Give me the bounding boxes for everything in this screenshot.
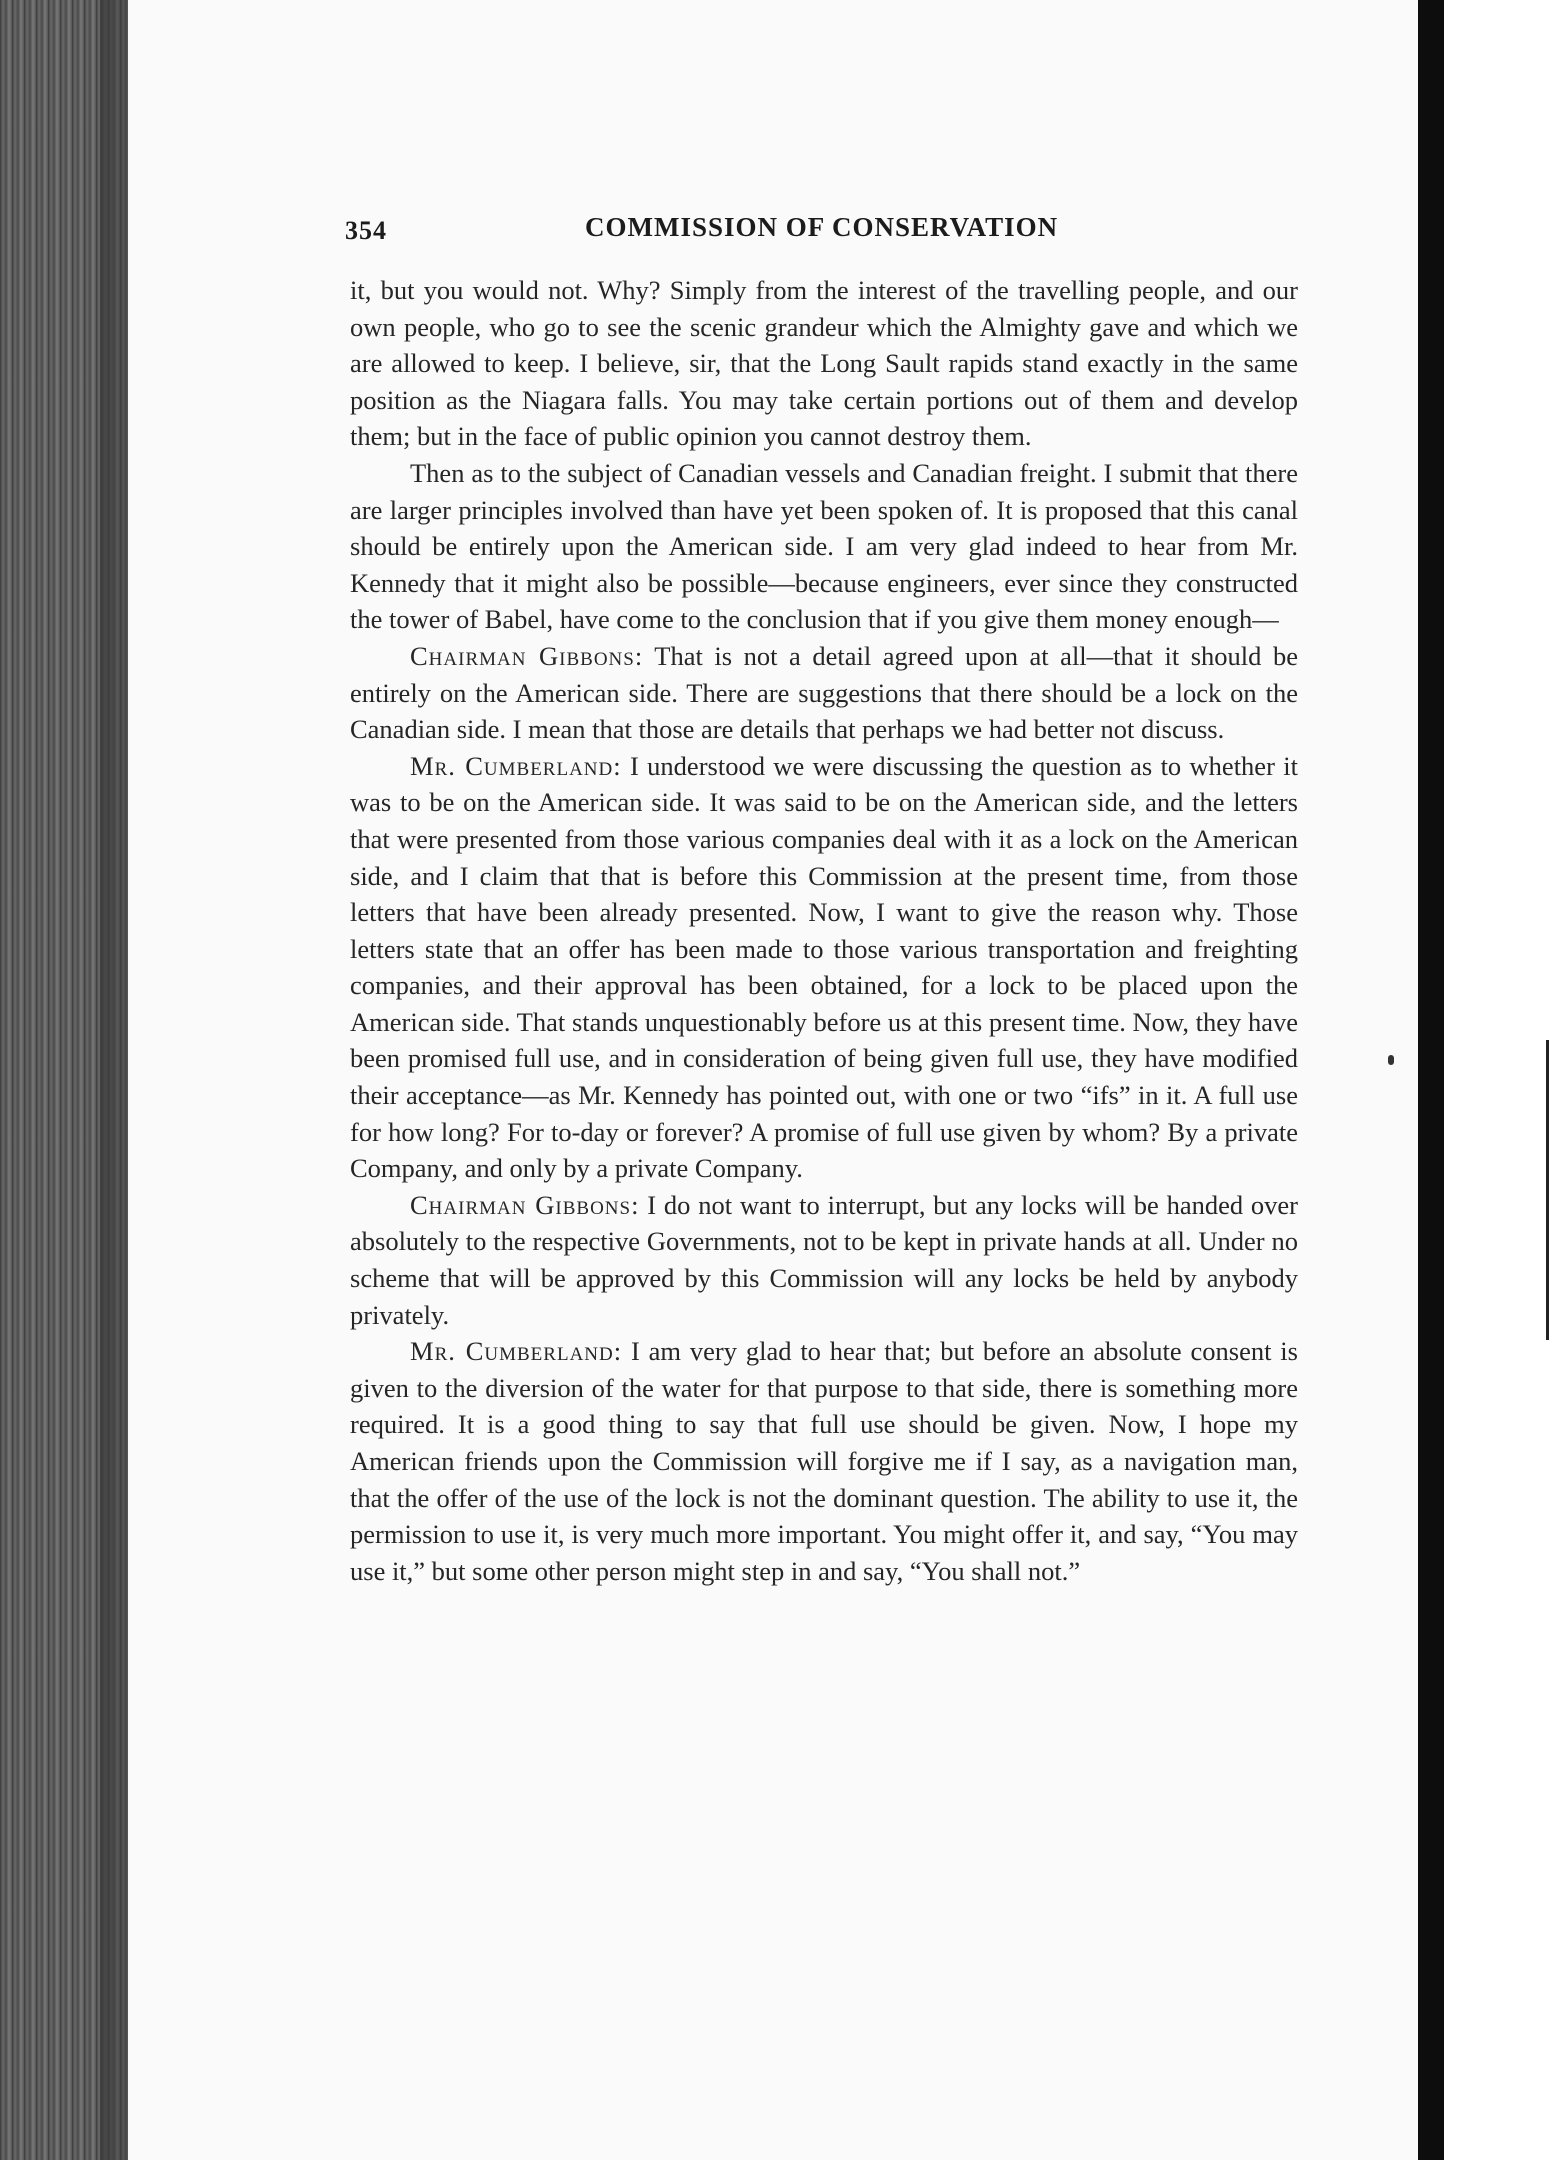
running-head: COMMISSION OF CONSERVATION <box>585 212 1059 242</box>
paragraph <box>350 455 1298 638</box>
paragraph-text: it, but you would not. Why? Simply from the interest of the travelling people, and our own people, who go to see the scenic grandeur which the Almighty gave and which we are allowed to keep. I believe, sir, that the Long Sault rapids stand exactly in the same position as the Niagara falls. You may take certain portions out of them and develop them; but in the face of public opinion you cannot destroy them. <box>350 275 1298 452</box>
paragraph-text: I am very glad to hear that; but before an absolute consent is given to the diversion of the water for that purpose to that side, there is something more required. It is a good thing to say that full use should be given. Now, I hope my American friends upon the Commission will forgive me if I say, as a navigation man, that the offer of the use of the lock is not the dominant question. The ability to use it, the permission to use it, is very much more important. You might offer it, and say, “You may use it,” but some other person might step in and say, “You shall not.” <box>350 1336 1298 1586</box>
page-gutter <box>1418 0 1444 2160</box>
paragraph-text: I understood we were discussing the question as to whether it was to be on the American side. It was said to be on the American side, and the letters that were presented from those various companies deal with it as a lock on the American side, and I claim that that is before this Commission at the present time, from those letters that have been already presented. Now, I want to give the reason why. Those letters state that an offer has been made to those various transportation and freighting companies, and their approval has been obtained, for a lock to be placed upon the American side. That stands unquestionably before us at this present time. Now, they have been promised full use, and in consideration of being given full use, they have modified their acceptance—as Mr. Kennedy has pointed out, with one or two “ifs” in it. A full use for how long? For to-day or forever? A promise of full use given by whom? By a private Company, and only by a private Company. <box>350 750 1298 1184</box>
speaker-name: Chairman Gibbons: <box>410 1189 640 1220</box>
paragraph <box>350 1333 1298 1589</box>
speaker-name: Chairman Gibbons: <box>410 640 644 671</box>
page-number: 354 <box>345 216 387 245</box>
speaker-name: Mr. Cumberland: <box>410 1336 623 1367</box>
paragraph <box>350 272 1298 455</box>
paragraph-text: That is not a detail agreed upon at all—that it should be entirely on the American side. There are suggestions that there should be a lock on the Canadian side. I mean that those are details that perhaps we had better not discuss. <box>350 640 1298 745</box>
speaker-name: Mr. Cumberland: <box>410 750 622 781</box>
paragraph <box>350 638 1298 748</box>
paragraph-text: Then as to the subject of Canadian vessels and Canadian freight. I submit that there are larger principles involved than have yet been spoken of. It is proposed that this canal should be entirely upon the American side. I am very glad indeed to hear from Mr. Kennedy that it might also be possible—because engineers, ever since they constructed the tower of Babel, have come to the conclusion that if you give them money enough— <box>350 457 1298 635</box>
paragraph-text: I do not want to interrupt, but any locks will be handed over absolutely to the respective Governments, not to be kept in private hands at all. Under no scheme that will be approved by this Commission will any locks be held by anybody privately. <box>350 1189 1299 1330</box>
paragraph <box>350 1187 1298 1333</box>
facing-page-edge <box>1444 0 1552 2160</box>
paragraph <box>350 748 1298 1187</box>
page-header <box>345 212 1345 252</box>
ink-speck <box>1388 1055 1394 1065</box>
facing-page-mark <box>1546 1040 1549 1340</box>
page-body <box>350 272 1298 1589</box>
